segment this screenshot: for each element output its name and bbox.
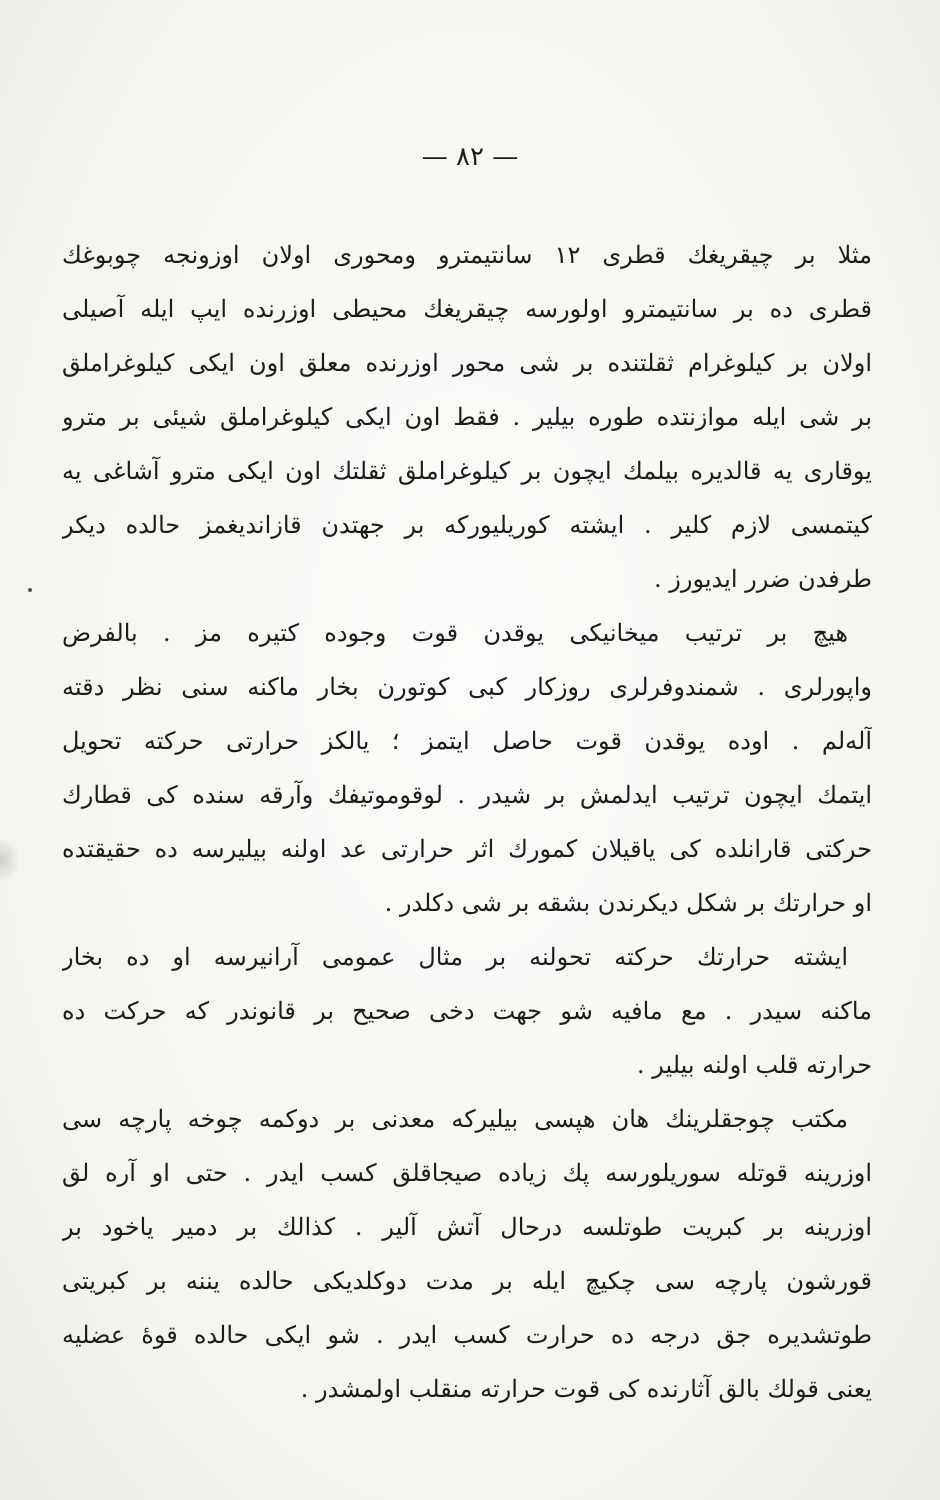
text-line: طرفدن ضرر ایدیورز . [654,565,872,593]
text-line: آلەلم . اوده یوقدن قوت حاصل ایتمز ؛ یالکز حرارتی حرکته تحویل [62,727,872,755]
text-line: کیتمسی لازم کلیر . ایشته کوریلیورکه بر جهتدن قازاندیغمز حالده دیکر [62,511,872,539]
text-line: واپورلری . شمندوفرلری روزکار کبی کوتورن بخار ماکنه سنی نظر دقته [62,673,872,701]
paragraph-3 [62,930,872,1092]
text-line: اوزرینه بر کبریت طوتلسه درحال آتش آلیر . کذالك بر دمیر یاخود بر [62,1213,872,1241]
text-line: او حرارتك بر شکل دیکرندن بشقه بر شی دکلدر . [384,889,872,917]
paragraph-1 [62,228,872,606]
text-line: حرارته قلب اولنه بیلیر . [636,1051,872,1079]
text-line: ایشته حرارتك حرکته تحولنه بر مثال عمومی آرانیرسه او ده بخار [62,943,848,971]
text-line: قطری ده بر سانتیمترو اولورسه چیقریغك محیطی اوزرنده ایپ ایله آصیلی [62,295,872,323]
text-line: اولان بر کیلوغرام ثقلتنده بر شی محور اوزرنده معلق اون ایکی کیلوغراملق [62,349,872,377]
text-line: قورشون پارچه سی چکیچ ایله بر مدت دوکلدیکی حالده یننه بر کبریتی [62,1267,872,1295]
text-line: طوتشدیره جق درجه ده حرارت کسب ایدر . شو ایکی حالده قوهٔ عضلیه [62,1321,872,1349]
text-line: ایتمك ایچون ترتیب ایدلمش بر شیدر . لوقوموتیفك وآرقه سنده کی قطارك [62,781,872,809]
ink-speck [28,588,32,592]
paragraph-4 [62,1092,872,1416]
text-line: هیچ بر ترتیب میخانیکی یوقدن قوت وجوده کتیره مز . بالفرض [62,619,848,647]
text-line: اوزرینه قوتله سوریلورسه پك زیاده صیجاقلق کسب ایدر . حتی او آره لق [62,1159,872,1187]
text-line: یعنی قولك بالق آثارنده کی قوت حرارته منقلب اولمشدر . [300,1375,872,1403]
text-line: بر شی ایله موازنتده طوره بیلیر . فقط اون ایکی کیلوغراملق شیئی بر مترو [62,403,872,431]
text-line: ماکنه سیدر . مع مافیه شو جهت دخی صحیح بر قانوندر که حرکت ده [62,997,872,1025]
text-line: مکتب چوجقلرینك هان هپسی بیلیرکه معدنی بر دوکمه چوخه پارچه سی [62,1105,848,1133]
page-edge-smudge [0,840,18,880]
body-text [62,228,872,1416]
text-line: حرکتی قارانلده کی یاقیلان کمورك اثر حرارتی عد اولنه بیلیرسه ده حقیقتده [62,835,872,863]
page-number: — ٨٢ — [421,142,519,172]
text-line: مثلا بر چیقریغك قطری ۱۲ سانتیمترو ومحوری اولان اوزونجه چوبوغك [62,241,872,269]
text-line: یوقاری یه قالدیره بیلمك ایچون بر کیلوغراملق ثقلتك اون ایکی مترو آشاغی یه [62,457,872,485]
paragraph-2 [62,606,872,930]
